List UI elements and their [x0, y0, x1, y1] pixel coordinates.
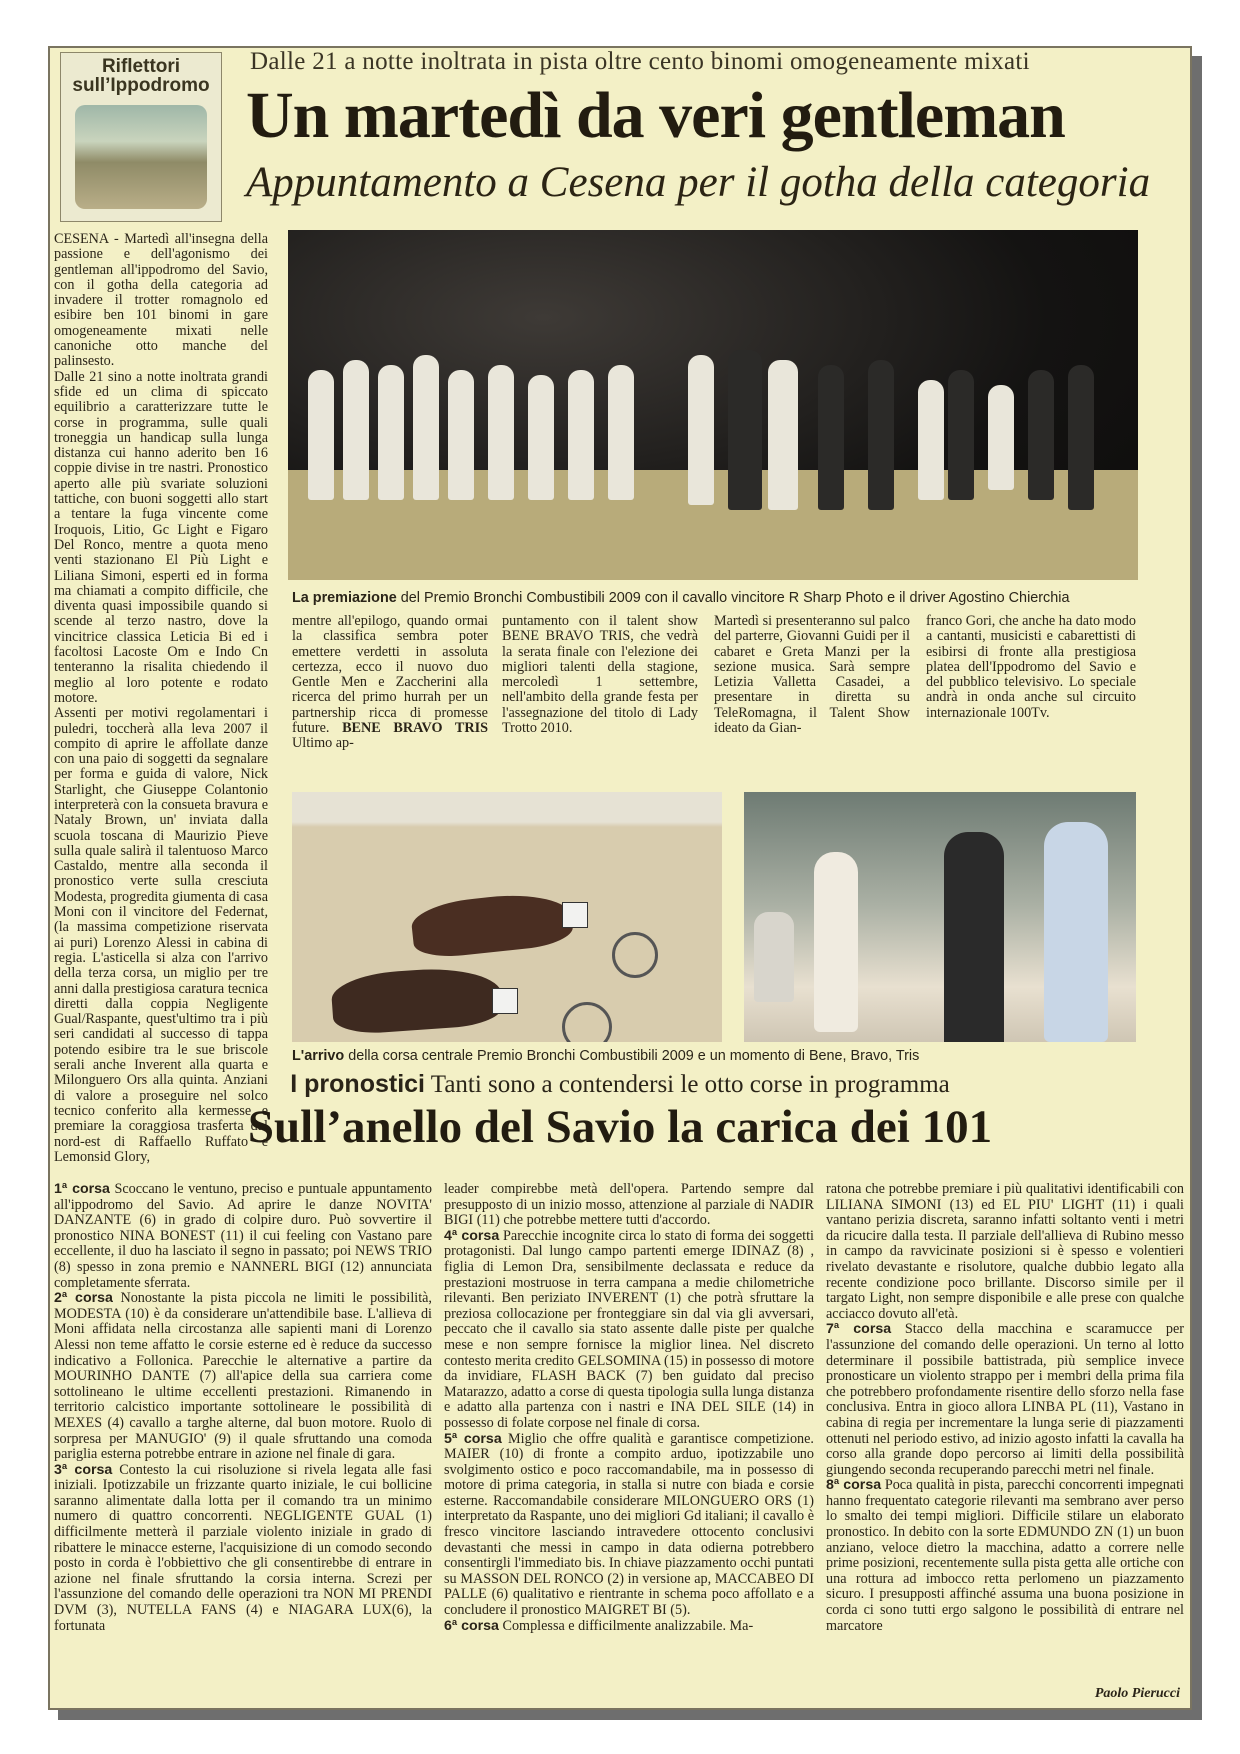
race-paragraph: leader compirebbe metà dell'opera. Partendo sempre dal presupposto di un inizio mosso, attenzione al parziale di NADIR BIGI (11) che potrebbe mettere tutti d'accordo. — [444, 1181, 814, 1229]
forecast-column-1 — [54, 1182, 432, 1634]
forecast-column-3 — [826, 1182, 1184, 1634]
paragraph: Dalle 21 sino a notte inoltrata grandi sfide ed un clima di spiccato equilibrio a caratterizzare tutte le corse in programma, sulle quali troneggia un handicap sulla lunga distanza cui hanno aderito ben 16 coppie divise in tre nastri. Pronostico aperto alle più svariate soluzioni tattiche, con buoni soggetti allo start a tentare la fuga vincente come Iroquois, Litio, Gc Light e Figaro Del Ronco, mentre a quota meno venti stazionano El Più Light e Liliana Simoni, esperti ed in forma ma chiamati a compito difficile, che diventa quasi impossibile quando si scende al terzo nastro, dove la vincitrice classica Leticia Bi ed i facoltosi Lacoste Om e Indo Cn tenteranno la risalita chiedendo il meglio al loro potente e rodato motore. — [54, 368, 268, 706]
race-photo — [292, 792, 722, 1042]
mid-column-1: mentre all'epilogo, quando ormai la classifica sembra poter emettere verdetti in assoluta certezza, ecco il nuovo duo Gentle Men e Zaccherini alla ricerca del primo hurrah per un partnership ricca di promesse future. BENE BRAVO TRIS Ultimo ap- — [292, 613, 489, 752]
forecast-column-2 — [444, 1182, 814, 1634]
race-paragraph: 3ª corsa Contesto la cui risoluzione si rivela legata alle fasi iniziali. Ipotizzabile un frizzante quarto iniziale, le cui bollicine saranno alimentate dalla lotta per il comando tra un minimo numero di quattro concorrenti. NEGLIGENTE GUAL (1) difficilmente metterà il parziale violento iniziale in grado di ribattere le minacce esterne, l'acquisizione di un comodo secondo posto in corda è l'obbiettivo che gli consentirebbe di entrare in azione nel finale sfruttando la corsia interna. Screzi per l'assunzione del comando delle operazioni tra NON MI PRENDI DVM (3), NUTELLA FANS (4) e NIAGARA LUX(6), la fortunata — [54, 1461, 432, 1634]
mid-column-4: franco Gori, che anche ha dato modo a cantanti, musicisti e cabarettisti di esibirsi di fronte alla prestigiosa platea dell'Ippodromo del Savio e del pubblico televisivo. Lo speciale andrà in onda anche sul circuito internazionale 100Tv. — [926, 613, 1136, 721]
paragraph: CESENA - Martedì all'insegna della passione e dell'agonismo dei gentleman all'ippodromo del Savio, con il gotha della categoria ad invadere il trotter romagnolo ed esibire ben 101 binomi in gare omogeneamente mixati nelle canoniche otto manche del palinsesto. — [54, 231, 268, 370]
race-paragraph: 4ª corsa Parecchie incognite circa lo stato di forma dei soggetti protagonisti. Dal lungo campo partenti emerge IDINAZ (8) , figlia di Lemon Dra, sensibilmente declassata e reduce da prestazioni mostruose in terra campana a medie chilometriche rilevanti. Ben periziato INVERENT (1) che potrà sfruttare la preziosa collocazione per fronteggiare sin dal via gli avversari, peccato che il cavallo sia stato assente dalle piste per qualche mese e non sempre fornisce la miglior linea. Nel discreto contesto merita credito GELSOMINA (15) in possesso di motore da invidiare, FLASH BACK (7) ben guidato dal preciso Matarazzo, adatto a corse di questa tipologia sulla lunga distanza e adatto alla partenza con i nastri e INA DEL SILE (14) in possesso di folate corpose nel finale di corsa. — [444, 1227, 814, 1431]
subheadline: Appuntamento a Cesena per il gotha della categoria — [246, 159, 1151, 206]
mid-column-2: puntamento con il talent show BENE BRAVO TRIS, che vedrà la serata finale con l'elezione dei migliori talenti della stagione, mercoledì 1 settembre, nell'ambito della grande festa per l'assegnazione del titolo di Lady Trotto 2010. — [502, 613, 698, 737]
race-paragraph: ratona che potrebbe premiare i più qualitativi identificabili con LILIANA SIMONI (13) ed EL PIU' LIGHT (11) i quali vantano perizia discreta, saranno infatti soltanto venti i metri da ricucire dalla testa. Il parziale dell'allieva di Rubino messo in campo da ravvicinate posizioni si è spesso e volentieri rivelato devastante e risolutore, qualche dubbio legato alla recente condizione poco brillante. Discorso simile per il targato Light, non sempre disponibile e alle prese con qualche acciacco dovuto all'età. — [826, 1181, 1184, 1322]
mid-column-3: Martedì si presenteranno sul palco del parterre, Giovanni Guidi per il cabaret e Greta Manzi per la sezione musica. Sarà sempre Letizia Valletta Casadei, a presentare in diretta su TeleRomagna, il Talent Show ideato da Gian- — [714, 613, 910, 737]
kicker: Dalle 21 a notte inoltrata in pista oltre cento binomi omogeneamente mixati — [250, 48, 1030, 75]
race-paragraph: 8ª corsa Poca qualità in pista, parecchi concorrenti impegnati hanno frequentato categorie rilevanti ma sembrano aver perso lo smalto dei tempi migliori. Difficile stilare un elaborato pronostico. In debito con la sorte EDMUNDO ZN (1) un buon anziano, veloce dietro la macchina, adatto a correre nelle prime posizioni, recentemente sulla pista getta alle ortiche con una rottura ad imbocco retta perlomeno un piazzamento sicuro. I presupposti affinché assuma una buona posizione in corda ci sono tutti ergo salgono le possibilità di entrare nel marcatore — [826, 1477, 1184, 1634]
forecast-kicker: I pronostici Tanti sono a contendersi le otto corse in programma — [290, 1070, 950, 1098]
rubric-label: Riflettori sull’Ippodromo — [72, 56, 210, 96]
race-paragraph: 7ª corsa Stacco della macchina e scaramucce per l'assunzione del comando delle operazioni. Un terno al lotto determinare il possibile battistrada, più semplice invece pronosticare un violento strappo per i membri della prima fila che potrebbero profondamente risentire dello sforzo nella fase conclusiva. Entra in gioco allora LINBA PL (11), Vastano in cabina di regia per incrementare la lunga serie di piazzamenti ottenuti nel periodo estivo, ad inizio agosto infatti la cavalla ha corso alla grande dopo percorso ai limiti della possibilità giungendo seconda recuperando parecchi metri nel finale. — [826, 1321, 1184, 1478]
caption-race-bold: L'arrivo — [292, 1048, 345, 1064]
forecast-headline: Sull’anello del Savio la carica dei 101 — [247, 1101, 993, 1153]
race-paragraph: 6ª corsa Complessa e difficilmente analizzabile. Ma- — [444, 1617, 754, 1634]
newspaper-page — [48, 46, 1192, 1710]
caption-award: La premiazione del Premio Bronchi Combustibili 2009 con il cavallo vincitore R Sharp Photo e il driver Agostino Chierchia — [292, 590, 1070, 606]
race-paragraph: 2ª corsa Nonostante la pista piccola ne limiti le possibilità, MODESTA (10) è da considerare un'attendibile base. L'allieva di Moni affidata nella circostanza alle sapienti mani di Lorenzo Alessi non teme affatto le corsie esterne ed è reduce da successo indicativo a Follonica. Parecchie le alternative a partire da MOURINHO DANTE (7) all'apice della sua carriera come sottolineano le ultime eccellenti prestazioni. Rimanendo in territorio calcistico importante sottolineare le possibilità di MEXES (4) cavallo a targhe alterne, dal buon motore. Ruolo di sorpresa per MANUGIO' (9) il quale sfruttando una comoda pariglia esterna potrebbe entrare in azione nel finale di gara. — [54, 1290, 432, 1463]
caption-race-and-show — [292, 1048, 919, 1064]
award-ceremony-photo — [288, 230, 1138, 580]
paragraph: Assenti per motivi regolamentari i puledri, toccherà alla leva 2007 il compito di aprire le affollate danze con una paio di soggetti da segnalare per forma e guida di valore, Nick Starlight, che Giuseppe Colantonio interpreterà con la consueta bravura e Nataly Brown, un' inviata dalla scuola toscana di Maurizio Pieve sulla quale salirà il talentuoso Marco Castaldo, mentre alla seconda il pronostico verte sulla cresciuta Modesta, progredita giumenta di casa Moni con il vincitore del Federnat, (la massima competizione riservata ai puri) Lorenzo Alessi in cabina di regia. L'asticella si alza con l'arrivo della terza corsa, un miglio per tre anni dalla prestigiosa caratura tecnica diretti dalla coppia Negligente Gual/Raspante, quest'ultimo tra i più seri candidati al successo di tappa potendo esibire tra le sue briscole serali anche Inverent alla quarta e Milonguero Ors alla quinta. Anziani di valore a proseguire nel solco tecnico conferito alla kermesse e premiare la coraggiosa trasferta dal nord-est di Raffaello Ruffato e Lemonsid Glory, — [54, 705, 268, 1165]
headline: Un martedì da veri gentleman — [246, 79, 1065, 152]
talent-show-photo — [744, 792, 1136, 1042]
rubric-photo — [75, 105, 207, 209]
rubric-box — [60, 52, 222, 222]
author-signature: Paolo Pierucci — [1094, 1686, 1180, 1701]
race-paragraph: 1ª corsa Scoccano le ventuno, preciso e puntuale appuntamento all'ippodromo del Savio. Ad aprire le danze NOVITA' DANZANTE (6) in grado di colpire duro. Può sovvertire il pronostico NINA BONEST (11) il cui feeling con Vastano pare eccellente, il duo ha lasciato il segno in passato; poi NEWS TRIO (8) spesso in zona premio e NANNERL BIGI (12) annunciata completamente sferrata. — [54, 1181, 432, 1291]
caption-race-text: della corsa centrale Premio Bronchi Combustibili 2009 e un momento di Bene, Bravo, Tris — [344, 1048, 920, 1064]
race-paragraph: 5ª corsa Miglio che offre qualità e garantisce competizione. MAIER (10) di fronte a compito arduo, ipotizzabile uno svolgimento ostico e poco raccomandabile, ma in possesso di motore di prima categoria, in stalla si nutre con biada e corsie esterne. Raccomandabile considerare MILONGUERO ORS (1) interpretato da Raspante, uno dei migliori Gd italiani; il cavallo è fresco vincitore lasciando intravedere ottocento conclusivi devastanti che messi in campo in data odierna potrebbero consentirgli l'immediato bis. In chiave piazzamento occhi puntati su MASSON DEL RONCO (2) in versione ap, MACCABEO DI PALLE (6) qualitativo e rientrante in schema poco affollato e a concludere il pronostico MAIGRET BI (5). — [444, 1430, 814, 1619]
left-column — [54, 232, 268, 1165]
